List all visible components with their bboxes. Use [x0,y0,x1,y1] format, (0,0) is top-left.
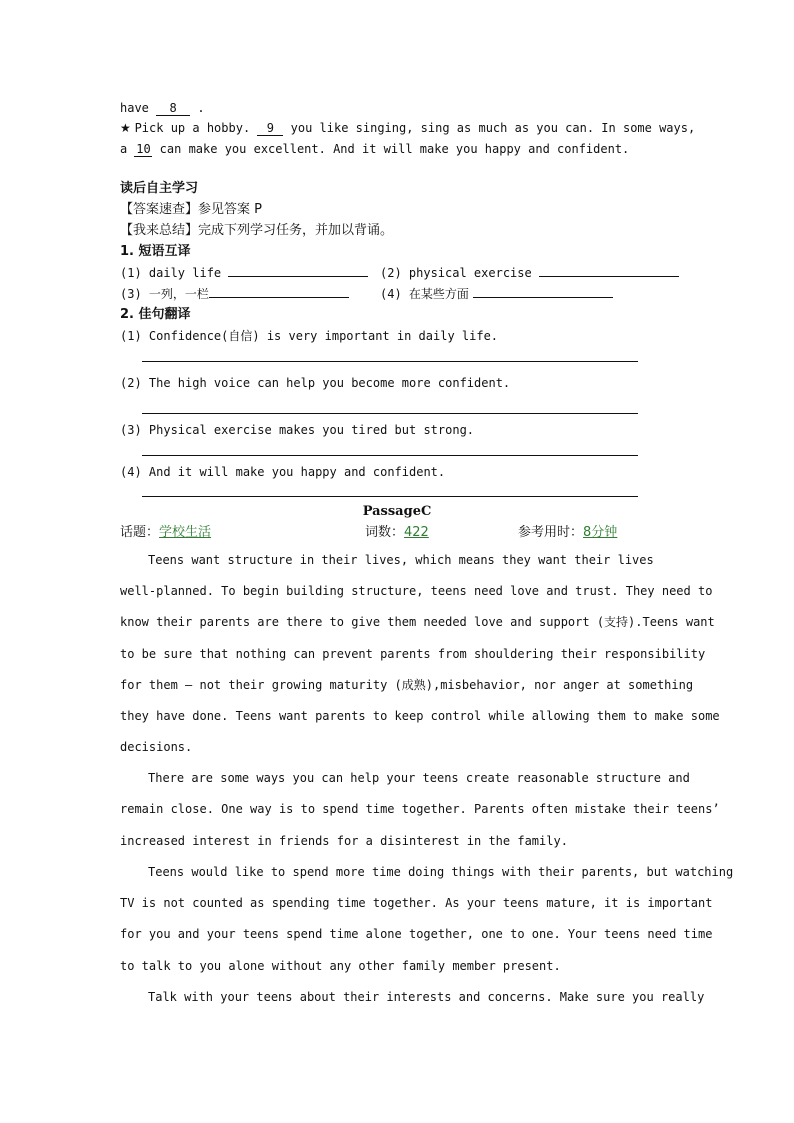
item-number: (3) [120,287,149,301]
text: can make you excellent. And it will make you happy and confident. [152,142,630,156]
section-heading: 读后自主学习 [120,181,199,196]
text: Pick up a hobby. [134,121,258,135]
sentence-item-2 [120,375,510,391]
answer-line[interactable] [142,413,638,414]
passage-line: There are some ways you can help your teens create reasonable structure and [148,771,690,785]
text: a [120,142,135,156]
reading-time [518,525,617,541]
sentences-heading: 2. 佳句翻译 [120,307,191,322]
blank-8[interactable]: 8 [156,101,190,116]
topic-label: 话题： [120,525,160,540]
phrase-item-2 [380,265,679,281]
passage-line: to be sure that nothing can prevent parents from shouldering their responsibility [120,647,706,661]
passage-line: Teens would like to spend more time doing things with their parents, but watching [148,865,734,879]
answer-line[interactable] [142,455,638,456]
phrases-heading: 1. 短语互译 [120,244,191,259]
sentence-item-1 [120,328,498,344]
topic-value: 学校生活 [159,525,212,540]
passage-line: increased interest in friends for a disinterest in the family. [120,834,568,848]
sentence-item-3 [120,422,474,438]
item-number: (2) [120,376,149,390]
answer-line: 【答案速查】参见答案 P [120,202,262,217]
answer-blank[interactable] [539,276,679,277]
item-text: And it will make you happy and confident. [148,465,446,479]
item-text: 一列，一栏 [148,287,209,301]
time-value: 8分钟 [583,525,618,540]
item-text: physical exercise [408,266,539,280]
passage-line: they have done. Teens want parents to keep control while allowing them to make some [120,709,720,723]
exercise-line-1 [120,100,205,116]
answer-blank[interactable] [228,276,368,277]
answer-blank[interactable] [473,297,613,298]
passage-line: remain close. One way is to spend time together. Parents often mistake their teens’ [120,802,720,816]
words-value: 422 [404,525,429,540]
passage-line: to talk to you alone without any other family member present. [120,959,561,973]
passage-line: know their parents are there to give them needed love and support (支持).Teens want [120,615,715,629]
passage-line: well-planned. To begin building structure, teens need love and trust. They need to [120,584,713,598]
item-text: 在某些方面 [408,287,473,301]
item-number: (1) [120,266,149,280]
item-number: (3) [120,423,149,437]
item-text: Physical exercise makes you tired but strong. [148,423,475,437]
item-number: (4) [380,287,409,301]
phrase-item-3 [120,286,349,302]
phrase-item-4 [380,286,613,302]
sentence-item-4 [120,464,445,480]
answer-blank[interactable] [209,297,349,298]
answer-line[interactable] [142,496,638,497]
passage-line: Teens want structure in their lives, which means they want their lives [148,553,654,567]
text: you like singing, sing as much as you can. In some ways, [283,121,696,135]
phrase-item-1 [120,265,368,281]
word-count [365,525,429,541]
exercise-line-2 [120,120,695,136]
passage-meta [120,525,211,541]
item-text: daily life [148,266,229,280]
text: . [190,101,205,115]
words-label: 词数： [365,525,405,540]
item-text: The high voice can help you become more confident. [148,376,511,390]
answer-line[interactable] [142,361,638,362]
passage-line: for them — not their growing maturity (成熟),misbehavior, nor anger at something [120,678,694,692]
text: have [120,101,157,115]
item-number: (1) [120,329,149,343]
passage-line: for you and your teens spend time alone together, one to one. Your teens need time [120,927,713,941]
item-number: (2) [380,266,409,280]
blank-9[interactable]: 9 [257,121,283,136]
star-icon: ★ [120,121,135,135]
passage-title: PassageC [362,504,432,519]
item-text: Confidence(自信) is very important in daily life. [148,329,499,343]
passage-line: Talk with your teens about their interests and concerns. Make sure you really [148,990,705,1004]
passage-line: TV is not counted as spending time together. As your teens mature, it is important [120,896,713,910]
item-number: (4) [120,465,149,479]
time-label: 参考用时： [518,525,584,540]
passage-line: decisions. [120,740,193,754]
summary-line: 【我来总结】完成下列学习任务，并加以背诵。 [120,223,394,238]
exercise-line-3 [120,141,629,157]
blank-10[interactable]: 10 [136,142,151,156]
